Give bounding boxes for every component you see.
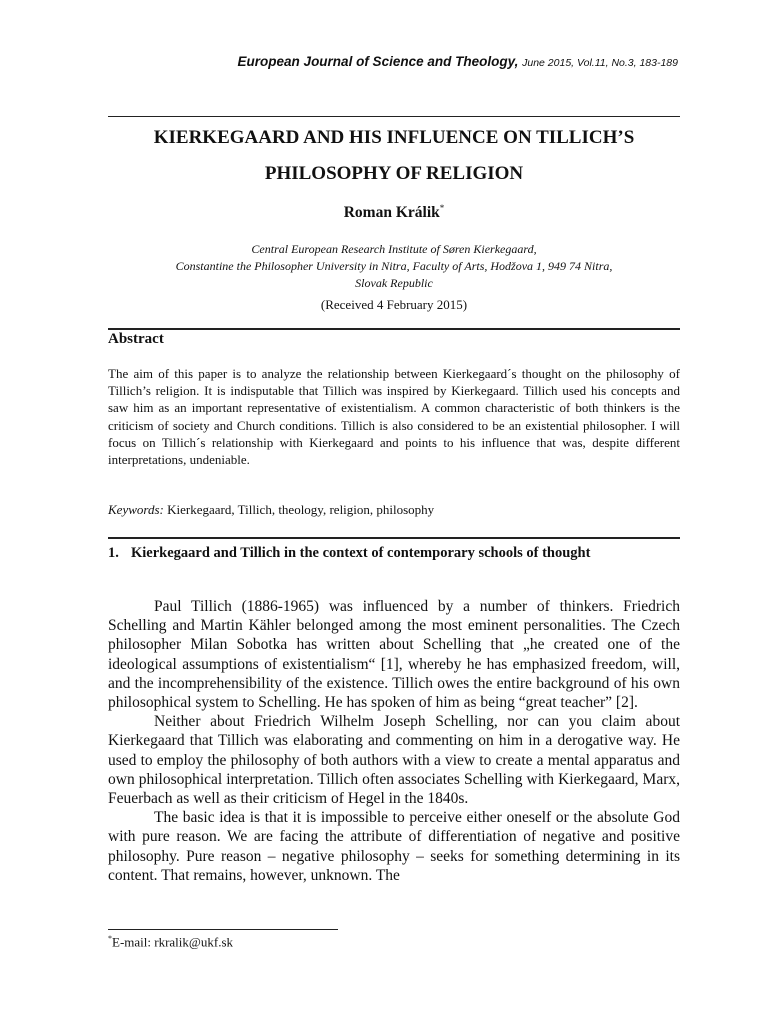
paragraph: Neither about Friedrich Wilhelm Joseph Schelling, nor can you claim about Kierkegaard that Tillich was elaborating and commenting on him in a derogative way. He used to employ the philosophy of both authors with a view to create a mental apparatus and own philosophical interpretation. Tillich often associates Schelling with Kierkegaard, Marx, Feuerbach as well as their criticism of Hegel in the 1840s. [108,713,680,808]
affiliation-line-3: Slovak Republic [355,276,433,290]
title-line-1: KIERKEGAARD AND HIS INFLUENCE ON TILLICH’S [153,127,635,148]
abstract-text: The aim of this paper is to analyze the relationship between Kierkegaard´s thought on the philosophy of Tillich’s religion. It is indisputable that Tillich was inspired by Kierkegaard. Tillich used his concepts and saw him as an important representative of existentialism. A common characteristic of both thinkers is the criticism of society and Church conditions. Tillich is also considered to be an existential philosopher. I will focus on Tillich´s relationship with Kierkegaard and points to his influence that was, despite different interpretations, undeniable. [108,366,680,468]
section-1-number: 1. [108,545,119,561]
affiliation-line-2: Constantine the Philosopher University in Nitra, Faculty of Arts, Hodžova 1, 949 74 Nitra, [175,259,613,273]
received-date: (Received 4 February 2015) [320,297,468,312]
section-1-heading [108,544,680,563]
author-name-text: Roman Králik [343,204,440,222]
keywords-text: Kierkegaard, Tillich, theology, religion, philosophy [167,502,435,517]
author-name [108,203,680,222]
keywords [108,502,680,518]
journal-meta: June 2015, Vol.11, No.3, 183-189 [522,57,678,69]
abstract-rule [108,328,680,330]
footnote-email: E-mail: rkralik@ukf.sk [112,934,233,950]
section-rule [108,537,680,539]
journal-header [238,54,678,69]
affiliation-line-1: Central European Research Institute of Søren Kierkegaard, [251,242,537,256]
footnote [108,934,233,950]
section-1-heading-text: Kierkegaard and Tillich in the context of contemporary schools of thought [131,545,591,561]
paragraph: Paul Tillich (1886-1965) was influenced by a number of thinkers. Friedrich Schelling and Martin Kähler belonged among the most eminent personalities. The Czech philosopher Milan Sobotka has written about Schelling that „he created one of the ideological assumptions of existentialism“ [1], whereby he has emphasized freedom, will, and the incomprehensibility of the existence. Tillich owes the entire background of his own philosophical system to Schelling. He has spoken of him as being “great teacher” [2]. [108,598,680,712]
keywords-label: Keywords: [108,502,164,517]
affiliation [108,241,680,292]
title-line-2: PHILOSOPHY OF RELIGION [264,163,524,184]
footnote-marker: * [108,934,112,943]
section-1-body [108,597,680,885]
author-footnote-marker: * [439,203,445,213]
paragraph: The basic idea is that it is impossible to perceive either oneself or the absolute God with pure reason. We are facing the attribute of differentiation of negative and positive philosophy. Pure reason – negative philosophy – seeks for something determining in its content. That remains, however, unknown. The [108,809,680,884]
journal-name: European Journal of Science and Theology, [237,54,519,69]
abstract-heading: Abstract [108,331,164,347]
footnote-rule [108,929,338,930]
title-top-rule [108,116,680,117]
paper-title [108,120,680,192]
